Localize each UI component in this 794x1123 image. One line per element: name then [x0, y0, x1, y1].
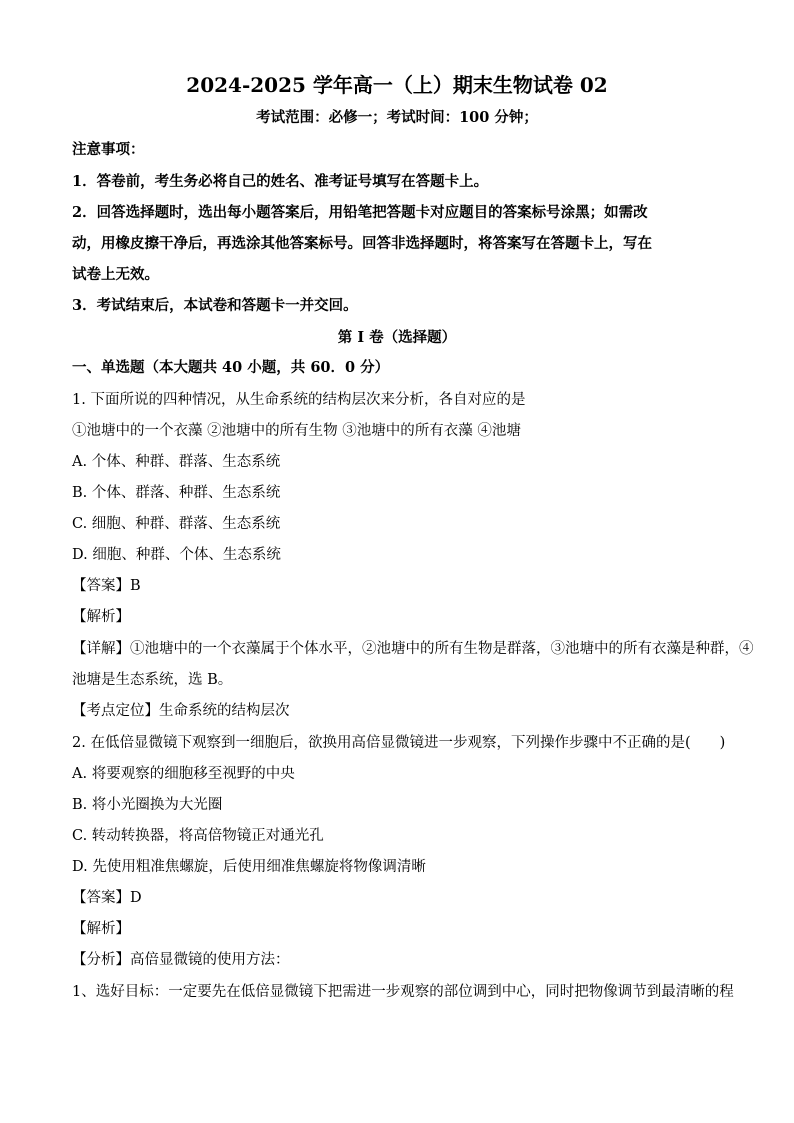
q2-option-c: C. 转动转换器，将高倍物镜正对通光孔: [72, 828, 324, 844]
notice-item-3: 3．考试结束后，本试卷和答题卡一并交回。: [72, 297, 358, 314]
notice-item-2-line-2: 动，用橡皮擦干净后，再选涂其他答案标号。回答非选择题时，将答案写在答题卡上，写在: [72, 235, 652, 252]
notice-item-2-line-3: 试卷上无效。: [72, 266, 159, 283]
notice-item-1: 1．答卷前，考生务必将自己的姓名、准考证号填写在答题卡上。: [72, 173, 489, 190]
q2-step-1: 1、选好目标：一定要先在低倍显微镜下把需进一步观察的部位调到中心，同时把物像调节到最清晰的程: [72, 984, 734, 1000]
q1-answer-value: B: [130, 578, 141, 594]
q1-detail-line-2: 池塘是生态系统，选 B。: [72, 672, 233, 688]
q1-answer: [72, 576, 722, 596]
notice-heading: 注意事项：: [72, 141, 145, 158]
volume-heading: 第 I 卷（选择题）: [337, 329, 457, 346]
q1-point-tag: 【考点定位】: [72, 703, 159, 719]
q1-detail-line-1: [72, 639, 754, 659]
q2-fenxi: [72, 950, 722, 970]
q1-items: ①池塘中的一个衣藻 ②池塘中的所有生物 ③池塘中的所有衣藻 ④池塘: [72, 423, 521, 439]
q1-option-a: A. 个体、种群、群落、生态系统: [72, 454, 281, 470]
q1-option-c: C. 细胞、种群、群落、生态系统: [72, 516, 281, 532]
q1-detail-tag: 【详解】: [72, 641, 130, 657]
q2-answer: [72, 888, 722, 908]
q2-stem: 2. 在低倍显微镜下观察到一细胞后，欲换用高倍显微镜进一步观察，下列操作步骤中不正确的是( ): [72, 735, 726, 751]
notice-item-2-line-1: 2．回答选择题时，选出每小题答案后，用铅笔把答题卡对应题目的答案标号涂黑；如需改: [72, 204, 648, 221]
q2-option-d: D. 先使用粗准焦螺旋，后使用细准焦螺旋将物像调清晰: [72, 859, 426, 875]
q2-option-b: B. 将小光圈换为大光圈: [72, 797, 223, 813]
q2-fenxi-text: 高倍显微镜的使用方法：: [130, 952, 290, 968]
q1-option-d: D. 细胞、种群、个体、生态系统: [72, 547, 281, 563]
exam-scope: 考试范围：必修一；考试时间：100 分钟；: [256, 109, 538, 126]
q1-option-b: B. 个体、群落、种群、生态系统: [72, 485, 281, 501]
q2-answer-tag: 【答案】: [72, 890, 130, 906]
q1-point: [72, 701, 722, 721]
section-heading: 一、单选题（本大题共 40 小题，共 60．0 分）: [72, 359, 390, 376]
q1-analysis-tag: 【解析】: [72, 609, 130, 625]
q1-stem: 1. 下面所说的四种情况，从生命系统的结构层次来分析，各自对应的是: [72, 392, 526, 408]
q2-analysis-tag: 【解析】: [72, 921, 130, 937]
q1-answer-tag: 【答案】: [72, 578, 130, 594]
q2-fenxi-tag: 【分析】: [72, 952, 130, 968]
page-title: 2024-2025 学年高一（上）期末生物试卷 02: [186, 73, 608, 97]
q1-point-text: 生命系统的结构层次: [159, 703, 290, 719]
q2-option-a: A. 将要观察的细胞移至视野的中央: [72, 766, 295, 782]
q2-answer-value: D: [130, 890, 142, 906]
q1-detail-text: ①池塘中的一个衣藻属于个体水平，②池塘中的所有生物是群落，③池塘中的所有衣藻是种群，④: [130, 641, 754, 657]
